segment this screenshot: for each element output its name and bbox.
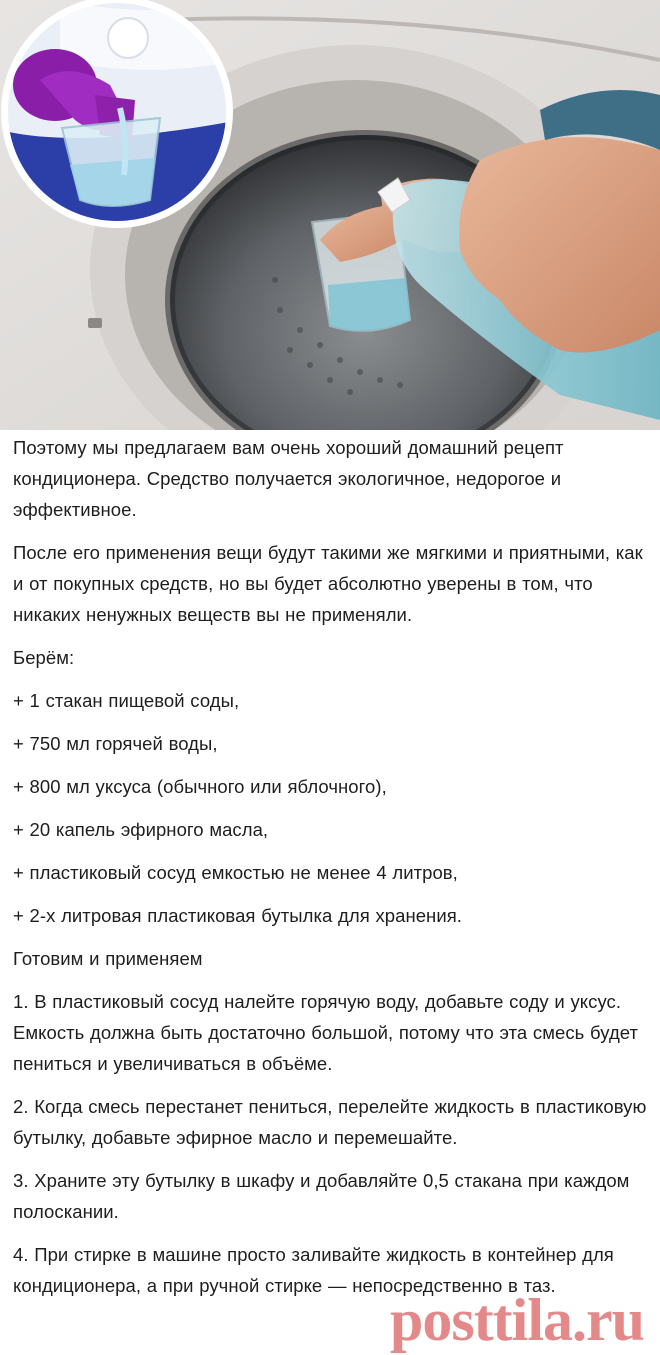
intro-paragraph-1: Поэтому мы предлагаем вам очень хороший домашний рецепт кондиционера. Средство получается экологичное, недорогое и эффективное. (13, 437, 564, 520)
ingredient-item: + 2-х литровая пластиковая бутылка для хранения. (13, 905, 462, 926)
ingredient-item: + 20 капель эфирного масла, (13, 819, 269, 840)
step-item: 2. Когда смесь перестанет пениться, перелейте жидкость в пластиковую бутылку, добавьте эфирное масло и перемешайте. (13, 1096, 647, 1148)
step-item: 3. Храните эту бутылку в шкафу и добавляйте 0,5 стакана при каждом полоскании. (13, 1170, 630, 1222)
ingredient-item: + пластиковый сосуд емкостью не менее 4 литров, (13, 862, 458, 883)
ingredient-item: + 750 мл горячей воды, (13, 733, 218, 754)
watermark-text: posttila.ru (389, 1286, 644, 1353)
washing-machine-illustration (0, 0, 660, 430)
intro-paragraph-2: После его применения вещи будут такими же мягкими и приятными, как и от покупных средств, но вы будет абсолютно уверены в том, что никаких ненужных веществ вы не применяли. (13, 542, 643, 625)
step-item: 4. При стирке в машине просто заливайте жидкость в контейнер для кондиционера, а при ручной стирке — непосредственно в таз. (13, 1244, 614, 1296)
step-item: 1. В пластиковый сосуд налейте горячую воду, добавьте соду и уксус. Емкость должна быть достаточно большой, потому что эта смесь будет пениться и увеличиваться в объёме. (13, 991, 639, 1074)
ingredient-item: + 800 мл уксуса (обычного или яблочного), (13, 776, 387, 797)
ingredients-heading: Берём: (13, 647, 75, 668)
hero-photo (0, 0, 660, 430)
steps-heading: Готовим и применяем (13, 948, 203, 969)
ingredient-item: + 1 стакан пищевой соды, (13, 690, 240, 711)
article-body (13, 432, 658, 1313)
